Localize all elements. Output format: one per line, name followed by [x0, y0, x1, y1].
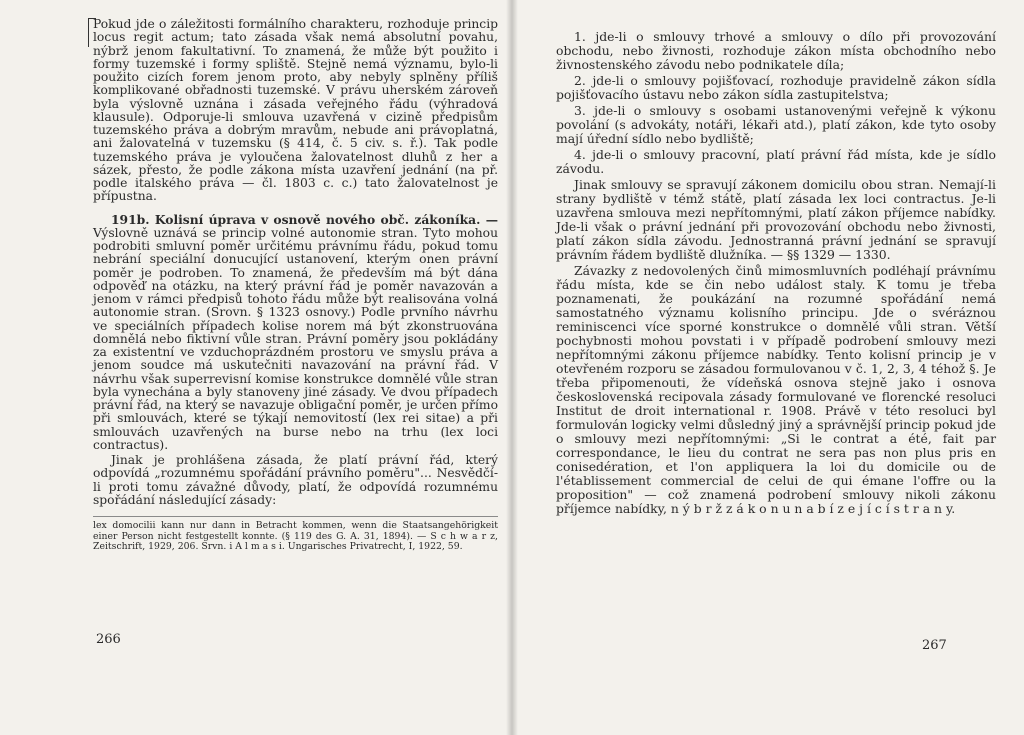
torts-paragraph: Závazky z nedovolených činů mimosmluvních podléhají právnímu řádu místa, kde se čin nebo událost staly. K tomu je třeba poznamenati, že poukázání na rozumné spořádání nemá samostatného významu kolisního principu. Jde o svéráznou reminiscenci více sporné konstrukce o domnělé vůli stran. Větší pochybnosti mohou povstati i v případě podrobení smlouvy mezi nepřítomnými zákonu příjemce nabídky. Tento kolisní princip je v otevřeném rozporu se zásadou formulovanou v č. 1, 2, 3, 4 téhož §. Je třeba připomenouti, že vídeňská osnova stejně jako i osnova československá recipovala zásady formulované ve florencké resoluci Institut de droit international r. 1908. Právě v této resoluci byl formulován logicky velmi důsledný jiný a správnější princip pokud jde o smlouvy mezi nepřítomnými: „Si le contrat a été, fait par correspondance, le lieu du contrat ne sera pas non plus pris en conisedération, et l'on appliquera la loi du domicile ou de l'établissement commercial de celui de qui émane l'offre ou la proposition" — což znamená podrobení smlouvy nikoli zákonu příjemce nabídky, n ý b r ž z á k o n u n a b í z e j í c í s t r a n y.: [556, 263, 996, 516]
list-item-3: 3. jde-li o smlouvy s osobami ustanovenými veřejně k výkonu povolání (s advokáty, notáři, lékaři atd.), platí zákon, kde tyto osoby mají úřední sídlo nebo bydliště;: [556, 103, 996, 146]
section-paragraph: Výslovně uznává se princip volné autonomie stran. Tyto mohou podrobiti smluvní poměr určitému právnímu řádu, pokud tomu nebrání speciální donucující ustanovení, kterým onen právní poměr je podroben. To znamená, že především má být dána odpověď na otázku, na který právní řád je poměr navazován a jenom v rámci předpisů tohoto řádu může být realisována volná autonomie stran. (Srovn. § 1323 osnovy.) Podle prvního návrhu ve speciálních případech kolise norem má být zkonstruována domnělá nebo fiktivní vůle stran. Právní poměry jsou pokládány za existentní ve vzduchoprázdném prostoru ve smyslu práva a jenom soudce má uskutečniti navazování na právní řád. V návrhu však superrevisní komise konstrukce domnělé vůle stran byla vynechána a byly stanoveny jiné zásady. Ve dvou případech právní řád, na který se navazuje obligační poměr, je určen přímo při smlouvách, které se týkají nemovitostí (lex rei sitae) a při smlouvách uzavřených na burse nebo na trhu (lex loci contractus).: [93, 225, 498, 452]
list-item-1: 1. jde-li o smlouvy trhové a smlouvy o dílo při provozování obchodu, nebo živnosti, rozhoduje zákon místa obchodního nebo živnostenského závodu nebo podnikatele díla;: [556, 29, 996, 72]
section-191b: [93, 213, 498, 453]
section-heading: 191b. Kolisní úprava v osnově nového obč. zákoníka. —: [111, 211, 498, 227]
footnote: lex domocilii kann nur dann in Betracht kommen, wenn die Staatsangehörigkeit einer Person nicht festgestellt konnte. (§ 119 des G. A. 31, 1894). — S c h w a r z, Zeitschrift, 1929, 206. Srvn. i A l m a s i. Ungarisches Privatrecht, I, 1922, 59.: [93, 516, 498, 553]
list-item-4: 4. jde-li o smlouvy pracovní, platí právní řád místa, kde je sídlo závodu.: [556, 147, 996, 176]
right-text-column: [556, 30, 996, 518]
right-page: [512, 0, 1024, 735]
list-item-2: 2. jde-li o smlouvy pojišťovací, rozhoduje pravidelně zákon sídla pojišťovacího ústavu nebo zákon sídla zastupitelstva;: [556, 73, 996, 102]
left-text-column: [93, 18, 498, 553]
page-number-left: 266: [96, 632, 121, 647]
page-number-right: 267: [922, 638, 947, 653]
intro-paragraph: Pokud jde o záležitosti formálního charakteru, rozhoduje princip locus regit actum; tato zásada však nemá absolutní povahu, nýbrž jenom fakultativní. To znamená, že může být použito i formy tuzemské i formy spliště. Stejně nemá významu, bylo-li použito cizích forem jenom proto, aby nebyly splněny příliš komplikované obřadnosti tuzemské. V právu uherském zároveň byla výslovně uznána i zásada veřejného řádu (výhradová klausule). Odporuje-li smlouva uzavřená v cizině předpisům tuzemského práva a dobrým mravům, nebude ani právoplatná, ani žalovatelná v tuzemsku (§ 414, č. 5 civ. s. ř.). Tak podle tuzemského práva je vyloučena žalovatelnost dluhů z her a sázek, přesto, že podle zákona místa uzavření jednání (na př. podle italského práva — čl. 1803 c. c.) tato žalovatelnost je přípustna.: [93, 17, 498, 204]
book-gutter: [506, 0, 518, 735]
closing-paragraph: Jinak je prohlášena zásada, že platí právní řád, který odpovídá „rozumnému spořádání právního poměru"... Nesvědčí-li proti tomu závažné důvody, platí, že odpovídá rozumnému spořádání následující zásady:: [93, 453, 498, 507]
domicile-paragraph: Jinak smlouvy se spravují zákonem domicilu obou stran. Nemají-li strany bydliště v témž státě, platí zásada lex loci contractus. Je-li uzavřena smlouva mezi nepřítomnými, platí zákon příjemce nabídky. Jde-li však o právní jednání při provozování obchodu nebo živnosti, platí zákon sídla závodu. Jednostranná právní jednání se spravují právním řádem bydliště dlužníka. — §§ 1329 — 1330.: [556, 177, 996, 262]
